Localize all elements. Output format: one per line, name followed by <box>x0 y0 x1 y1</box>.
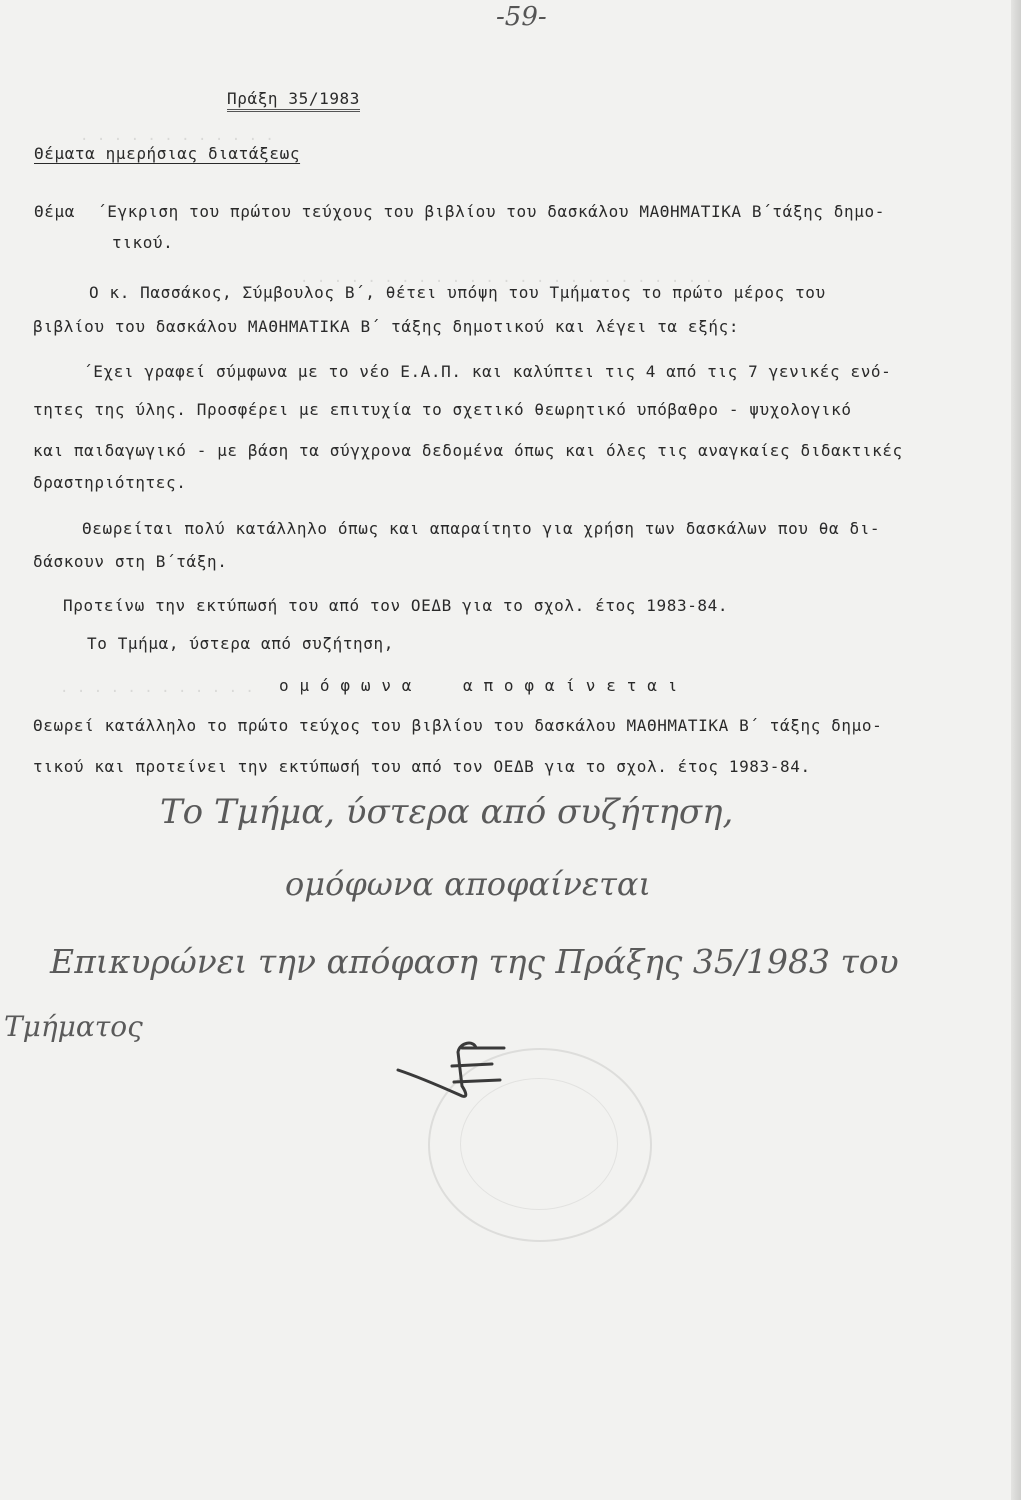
page-edge-shadow <box>1011 0 1021 1500</box>
handwritten-note: Επικυρώνει την απόφαση της Πράξης 35/1983 του <box>50 942 899 981</box>
conclusion-line: Θεωρεί κατάλληλο το πρώτο τεύχος του βιβλίου του δασκάλου ΜΑΘΗΜΑΤΙΚΑ Β΄ τάξης δημο- <box>33 716 883 735</box>
handwritten-note: ομόφωνα αποφαίνεται <box>285 865 652 903</box>
signature-icon <box>392 1030 522 1100</box>
paragraph-line: και παιδαγωγικό - με βάση τα σύγχρονα δεδομένα όπως και όλες τις αναγκαίες διδακτικές <box>33 441 903 460</box>
bleed-through-line: . . . . . . . . . . . . <box>60 680 254 696</box>
section-heading: Θέματα ημερήσιας διατάξεως <box>34 144 301 163</box>
paragraph-line: Προτείνω την εκτύπωσή του από τον ΟΕΔΒ για το σχολ. έτος 1983-84. <box>63 596 729 615</box>
paragraph-line: Το Τμήμα, ύστερα από συζήτηση, <box>87 634 394 653</box>
title-text: Πράξη 35/1983 <box>227 89 360 112</box>
paragraph-line: δραστηριότητες. <box>33 473 187 492</box>
paragraph-line: τητες της ύλης. Προσφέρει με επιτυχία το σχετικό θεωρητικό υπόβαθρο - ψυχολογικό <box>33 400 852 419</box>
document-title <box>227 89 360 108</box>
subject-text: ΄Εγκριση του πρώτου τεύχους του βιβλίου του δασκάλου ΜΑΘΗΜΑΤΙΚΑ Β΄τάξης δημο- <box>97 202 885 221</box>
subject-label: Θέμα <box>34 202 75 221</box>
bleed-through-line: . . . . . . . . . . . . <box>80 128 274 144</box>
page-number: -59- <box>496 2 547 32</box>
paragraph-line: Ο κ. Πασσάκος, Σύμβουλος Β΄, θέτει υπόψη του Τμήματος το πρώτο μέρος του <box>89 283 826 302</box>
handwritten-note: Το Τμήμα, ύστερα από συζήτηση, <box>160 792 734 832</box>
decision-resolves: α π ο φ α ί ν ε τ α ι <box>463 676 678 695</box>
paragraph-line: δάσκουν στη Β΄τάξη. <box>33 552 228 571</box>
handwritten-note: Τμήματος <box>4 1010 143 1043</box>
conclusion-line: τικού και προτείνει την εκτύπωσή του από τον ΟΕΔΒ για το σχολ. έτος 1983-84. <box>33 757 811 776</box>
bleed-through-line: . . . . . . . . . . . . . . . . . . . . . . . . . <box>300 270 714 286</box>
paragraph-line: ΄Εχει γραφεί σύμφωνα με το νέο Ε.Α.Π. και καλύπτει τις 4 από τις 7 γενικές ενό- <box>83 362 892 381</box>
paragraph-line: βιβλίου του δασκάλου ΜΑΘΗΜΑΤΙΚΑ Β΄ τάξης δημοτικού και λέγει τα εξής: <box>33 317 740 336</box>
decision-unanimous: ο μ ό φ ω ν α <box>279 676 413 695</box>
subject-text: τικού. <box>112 233 174 252</box>
paragraph-line: Θεωρείται πολύ κατάλληλο όπως και απαραίτητο για χρήση των δασκάλων που θα δι- <box>82 519 881 538</box>
